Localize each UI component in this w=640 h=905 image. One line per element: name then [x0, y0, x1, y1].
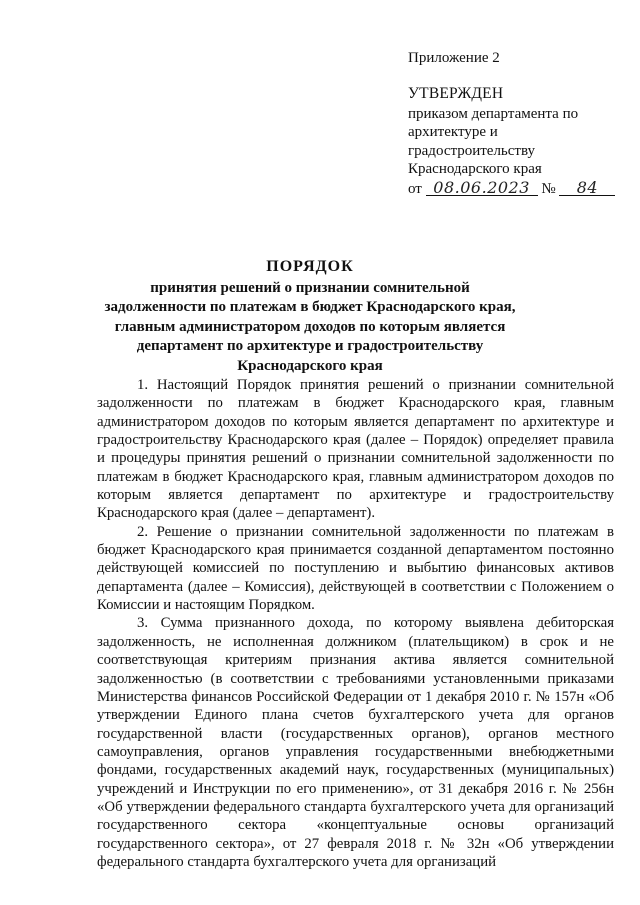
approval-line: приказом департамента по	[408, 105, 579, 122]
approval-date-line	[408, 177, 608, 199]
paragraph-3: 3. Сумма признанного дохода, по которому выявлена дебиторская задолженность, не исполненная должником (плательщиком) в срок и не соответствующая критериям признания актива является сомнительной задолженностью (в соответствии с требованиями установленными приказами Министерства финансов Российской Федерации от 1 декабря 2010 г. № 157н «Об утверждении Единого плана счетов бухгалтерского учета для органов государственной власти (государственных органов), органов местного самоуправления, органов управления государственными внебюджетными фондами, государственных академий наук, государственных (муниципальных) учреждений и Инструкции по его применению», от 31 декабря 2016 г. № 256н «Об утверждении федерального стандарта бухгалтерского учета для организаций государственного сектора «концептуальные основы организаций государственного сектора», от 27 февраля 2018 г. № 32н «Об утверждении федерального стандарта бухгалтерского учета для организаций	[97, 615, 614, 870]
approval-line: архитектуре и	[408, 124, 498, 140]
handwritten-number: 84	[559, 180, 615, 196]
document-body	[97, 376, 614, 871]
title-subtitle-line: принятия решений о признании сомнительной	[150, 279, 470, 296]
title-subtitle-line: главным администратором доходов по которым является	[114, 318, 506, 335]
paragraph-1: 1. Настоящий Порядок принятия решений о признании сомнительной задолженности по платежам в бюджет Краснодарского края, главным администратором доходов по которым является департамент по архитектуре и градостроительству Краснодарского края (далее – Порядок) определяет правила и процедуры принятия решений о признании сомнительной задолженности по платежам в бюджет Краснодарского края, главным администратором доходов по которым является департамент по архитектуре и градостроительству Краснодарского края (далее – департамент).	[97, 377, 614, 522]
document-title	[100, 257, 520, 377]
paragraph-2: 2. Решение о признании сомнительной задолженности по платежам в бюджет Краснодарского края принимается созданной департаментом постоянно действующей комиссией по поступлению и выбытию финансовых активов департамента (далее – Комиссия), действующей в соответствии с Положением о Комиссии и настоящим Порядком.	[97, 523, 614, 614]
appendix-label: Приложение 2	[408, 50, 500, 66]
approval-heading: УТВЕРЖДЕН	[408, 85, 504, 102]
handwritten-date: 08.06.2023	[426, 180, 538, 196]
title-subtitle-line: задолженности по платежам в бюджет Краснодарского края,	[104, 299, 516, 316]
approval-line: градостроительству	[408, 142, 536, 159]
title-subtitle-line: департамент по архитектуре и градостроительству	[136, 338, 484, 355]
approval-block	[408, 85, 608, 198]
number-prefix: №	[541, 180, 556, 197]
title-subtitle-line: Краснодарского края	[237, 357, 383, 374]
date-prefix: от	[408, 180, 422, 197]
title-main: ПОРЯДОК	[266, 258, 354, 275]
approval-line: Краснодарского края	[408, 161, 542, 177]
